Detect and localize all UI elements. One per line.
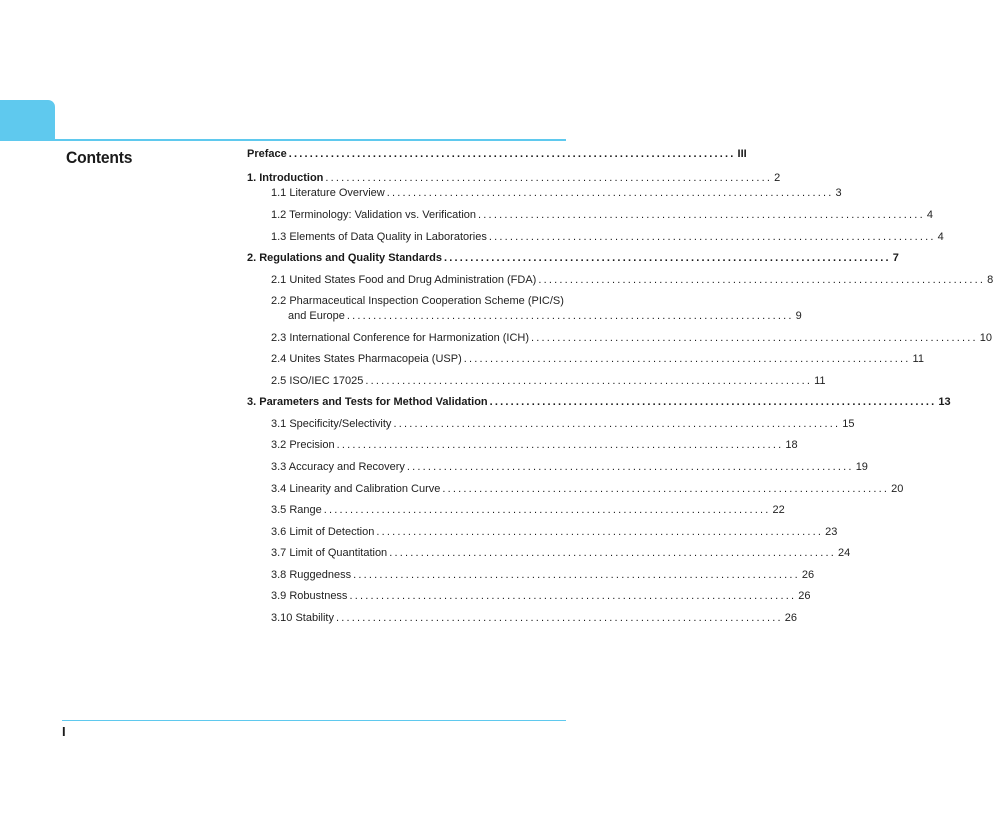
footer-divider (62, 720, 566, 721)
dot-leader: ..................................................................................... (353, 569, 800, 581)
dot-leader: ..................................................................................... (365, 375, 813, 387)
dot-leader: ..................................................................................... (443, 252, 891, 264)
dot-leader: ..................................................................................... (478, 209, 925, 221)
toc-entry-title: Preface (247, 148, 287, 160)
toc-entry-title: 2.4 Unites States Pharmacopeia (USP) (271, 353, 462, 365)
toc-entry-3-10[interactable] (271, 611, 798, 625)
toc-entry-page: 11 (912, 353, 924, 365)
section-tab-marker (0, 100, 55, 140)
toc-entry-page: 4 (937, 231, 944, 243)
toc-entry-chapter-2[interactable] (247, 251, 899, 265)
toc-entry-page: III (737, 148, 747, 160)
toc-entry-page: 4 (926, 209, 933, 221)
toc-entry-title: 3.6 Limit of Detection (271, 526, 375, 538)
toc-entry-page: 18 (785, 439, 798, 451)
toc-entry-title: 3.7 Limit of Quantitation (271, 547, 388, 559)
toc-entry-3-4[interactable] (271, 482, 904, 496)
dot-leader: ..................................................................................... (346, 310, 794, 322)
toc-entry-1-1[interactable] (271, 186, 842, 200)
dot-leader: ..................................................................................... (323, 504, 771, 516)
toc-entry-title: 2.5 ISO/IEC 17025 (271, 375, 364, 387)
dot-leader: ..................................................................................... (386, 187, 834, 199)
toc-entry-page: 19 (855, 461, 868, 473)
dot-leader: ..................................................................................... (489, 396, 937, 408)
toc-entry-page: 13 (938, 396, 951, 408)
toc-entry-title: 3.8 Ruggedness (271, 569, 352, 581)
toc-entry-2-5[interactable] (271, 374, 826, 388)
toc-entry-2-1[interactable] (271, 273, 993, 287)
toc-entry-3-5[interactable] (271, 503, 785, 517)
toc-entry-2-2-title-line1[interactable]: 2.2 Pharmaceutical Inspection Cooperation Scheme (PIC/S) (271, 295, 564, 307)
page-number: I (62, 724, 66, 739)
toc-entry-title: 2.1 United States Food and Drug Administration (FDA) (271, 274, 537, 286)
toc-entry-title: 2.3 International Conference for Harmonization (ICH) (271, 332, 530, 344)
toc-entry-title: and Europe (288, 310, 345, 322)
toc-entry-title: 3. Parameters and Tests for Method Validation (247, 396, 488, 408)
toc-entry-title: 3.9 Robustness (271, 590, 348, 602)
toc-entry-page: 26 (798, 590, 811, 602)
toc-entry-title: 3.1 Specificity/Selectivity (271, 418, 392, 430)
toc-entry-page: 24 (837, 547, 851, 559)
toc-entry-1-2[interactable] (271, 208, 933, 222)
toc-entry-page: 26 (784, 612, 798, 624)
toc-entry-title: 3.5 Range (271, 504, 322, 516)
toc-entry-title: 3.4 Linearity and Calibration Curve (271, 483, 441, 495)
toc-entry-3-8[interactable] (271, 568, 815, 582)
toc-entry-chapter-1[interactable] (247, 171, 781, 185)
toc-entry-3-9[interactable] (271, 589, 811, 603)
toc-entry-preface[interactable] (247, 147, 747, 161)
toc-entry-3-6[interactable] (271, 525, 838, 539)
toc-entry-page: 9 (795, 310, 802, 322)
toc-entry-page: 8 (987, 274, 993, 286)
toc-entry-3-1[interactable] (271, 417, 855, 431)
toc-entry-chapter-3[interactable] (247, 395, 951, 409)
toc-entry-title: 3.10 Stability (271, 612, 334, 624)
toc-entry-3-7[interactable] (271, 546, 851, 560)
toc-entry-page: 3 (835, 187, 842, 199)
toc-entry-title: 1. Introduction (247, 172, 324, 184)
dot-leader: ..................................................................................... (376, 526, 824, 538)
page-title: Contents (66, 148, 133, 167)
dot-leader: ..................................................................................... (393, 418, 841, 430)
toc-entry-title: 1.3 Elements of Data Quality in Laboratories (271, 231, 487, 243)
toc-entry-2-3[interactable] (271, 331, 993, 345)
toc-entry-title: 1.2 Terminology: Validation vs. Verification (271, 209, 477, 221)
toc-entry-3-3[interactable] (271, 460, 868, 474)
dot-leader: ..................................................................................... (463, 353, 911, 365)
toc-entry-page: 2 (774, 172, 781, 184)
dot-leader: ..................................................................................... (442, 483, 890, 495)
toc-entry-page: 22 (772, 504, 785, 516)
toc-entry-page: 20 (891, 483, 904, 495)
dot-leader: ..................................................................................... (336, 439, 784, 451)
dot-leader: ..................................................................................... (325, 172, 773, 184)
toc-entry-3-2[interactable] (271, 438, 798, 452)
dot-leader: ..................................................................................... (349, 590, 797, 602)
toc-entry-2-4[interactable] (271, 352, 924, 366)
header-divider (0, 139, 566, 141)
dot-leader: ..................................................................................... (389, 547, 836, 559)
toc-entry-title: 3.3 Accuracy and Recovery (271, 461, 405, 473)
dot-leader: ..................................................................................... (335, 612, 783, 624)
toc-entry-title: 2. Regulations and Quality Standards (247, 252, 442, 264)
toc-entry-1-3[interactable] (271, 230, 944, 244)
toc-entry-page: 26 (801, 569, 815, 581)
toc-entry-page: 23 (825, 526, 838, 538)
dot-leader: ..................................................................................... (538, 274, 986, 286)
dot-leader: ..................................................................................... (531, 332, 978, 344)
toc-entry-title: 3.2 Precision (271, 439, 335, 451)
toc-entry-title: 1.1 Literature Overview (271, 187, 385, 199)
dot-leader: ..................................................................................... (406, 461, 854, 473)
dot-leader: ..................................................................................... (288, 148, 736, 160)
toc-entry-page: 11 (814, 375, 826, 387)
toc-entry-page: 15 (842, 418, 855, 430)
toc-entry-2-2[interactable] (288, 309, 802, 323)
dot-leader: ..................................................................................... (488, 231, 936, 243)
toc-entry-page: 10 (979, 332, 993, 344)
toc-entry-page: 7 (892, 252, 899, 264)
